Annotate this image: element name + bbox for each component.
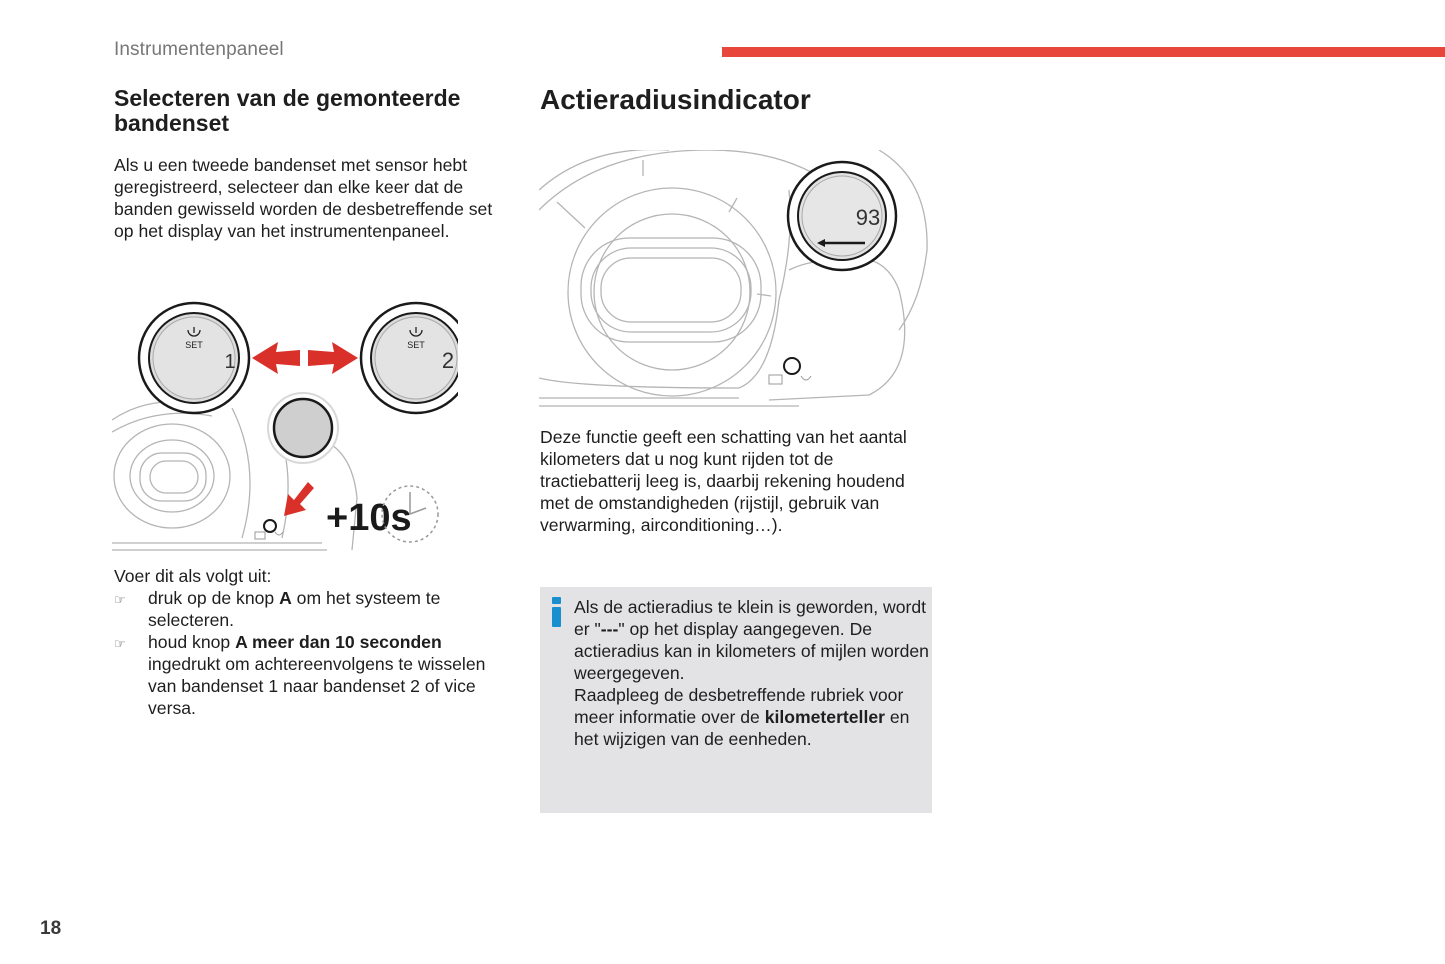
tyre-set-illustration	[112, 298, 458, 560]
procedure-step-1: ☞ druk op de knop A om het systeem te selecteren.	[114, 588, 441, 630]
procedure-lead: Voer dit als volgt uit:	[114, 566, 272, 586]
tyre-set-dial-1	[139, 303, 249, 413]
info-text: Als de actieradius te klein is geworden, wordt er "---" op het display aangegeven. De actieradius kan in kilometers of mijlen worden weergegeven. Raadpleeg de desbetreffende rubriek voor meer informatie over de kilometerteller en het wijzigen van de eenheden.	[574, 597, 929, 749]
dial-2-set-label: SET	[407, 340, 425, 350]
right-intro-paragraph: Deze functie geeft een schatting van het aantal kilometers dat u nog kunt rijden tot de tractiebatterij leeg is, daarbij rekening houdend met de omstandigheden (rijstijl, gebruik van verwarming, airconditioning…).	[540, 427, 907, 535]
tyre-set-dial-2	[361, 303, 458, 413]
range-indicator-illustration	[539, 150, 931, 412]
page-number: 18	[40, 918, 62, 939]
dial-1-value: 1	[224, 351, 236, 373]
section-title: Instrumentenpaneel	[114, 39, 284, 60]
timer-label: +10s	[326, 497, 412, 539]
range-value: 93	[855, 205, 881, 230]
procedure-step-2: ☞ houd knop A meer dan 10 seconden ingedrukt om achtereenvolgens te wisselen van bandenset 1 naar bandenset 2 of vice versa.	[114, 632, 486, 718]
center-knob	[274, 399, 332, 457]
double-arrow-icon	[252, 342, 358, 374]
pointing-hand-icon: ☞	[114, 592, 126, 607]
right-heading: Actieradiusindicator	[540, 84, 811, 115]
info-icon	[552, 597, 561, 629]
left-heading: Selecteren van de gemonteerde bandenset	[114, 85, 461, 136]
left-intro-paragraph: Als u een tweede bandenset met sensor hebt geregistreerd, selecteer dan elke keer dat de banden gewisseld worden de desbetreffende set op het display van het instrumentenpaneel.	[114, 155, 493, 241]
header-accent-bar	[722, 47, 1445, 57]
button-a	[264, 520, 276, 532]
range-display	[788, 162, 896, 270]
pointing-hand-icon: ☞	[114, 636, 126, 651]
info-box	[540, 587, 932, 813]
dial-2-value: 2	[441, 348, 455, 373]
trip-button	[784, 358, 800, 374]
dial-1-set-label: SET	[185, 340, 203, 350]
